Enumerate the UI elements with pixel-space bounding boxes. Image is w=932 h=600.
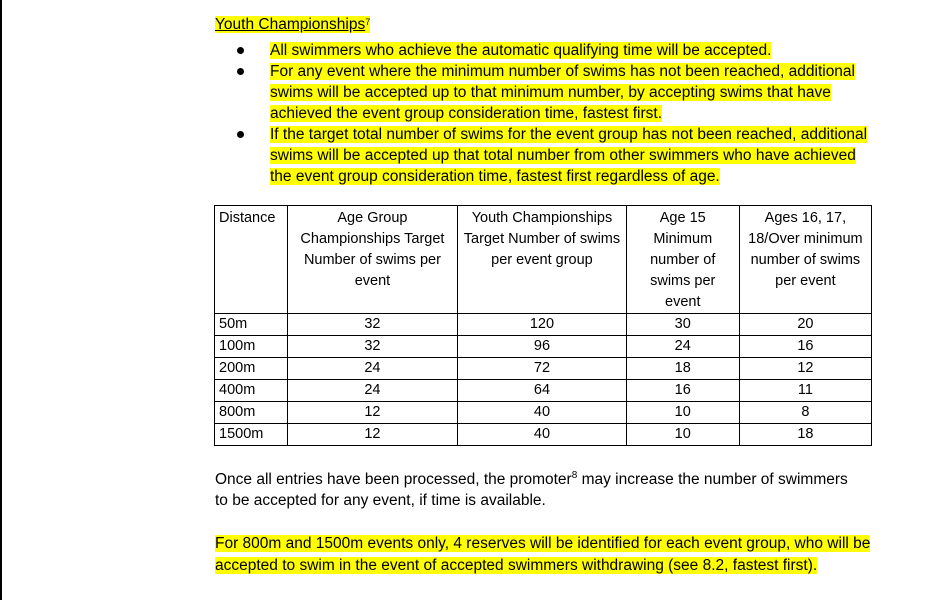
- page-edge-rule: [0, 0, 2, 600]
- table-cell: 120: [458, 314, 627, 336]
- table-row: [215, 402, 872, 424]
- table-cell: 40: [458, 424, 627, 446]
- promoter-paragraph: Once all entries have been processed, the promoter$^8$ may increase the number of swimmers to be accepted for any event, if time is available.: [215, 470, 848, 510]
- column-header-youth: Youth Championships Target Number of swims per event group: [458, 206, 627, 314]
- table-cell: 16: [626, 380, 739, 402]
- table-row: [215, 358, 872, 380]
- table-cell: 800m: [215, 402, 288, 424]
- list-item: If the target total number of swims for the event group has not been reached, additional swims will be accepted up that total number from other swimmers who have achieved the event group consideration time, fastest first regardless of age.: [235, 124, 875, 187]
- table-cell: 24: [626, 336, 739, 358]
- table-cell: 30: [626, 314, 739, 336]
- table-header-row: [215, 206, 872, 314]
- table-cell: 16: [739, 336, 871, 358]
- table-cell: 72: [458, 358, 627, 380]
- table-cell: 18: [626, 358, 739, 380]
- table-cell: 64: [458, 380, 627, 402]
- table-cell: 18: [739, 424, 871, 446]
- table-cell: 1500m: [215, 424, 288, 446]
- table-row: [215, 380, 872, 402]
- column-header-age-group: Age Group Championships Target Number of swims per event: [287, 206, 458, 314]
- table-cell: 50m: [215, 314, 288, 336]
- table-cell: 12: [287, 402, 458, 424]
- table-cell: 8: [739, 402, 871, 424]
- table-cell: 24: [287, 380, 458, 402]
- footnote-ref-8: 8: [571, 470, 578, 481]
- table-cell: 32: [287, 336, 458, 358]
- section-title: Youth Championships: [215, 16, 366, 33]
- section-heading: [215, 15, 370, 35]
- list-item: All swimmers who achieve the automatic qualifying time will be accepted.: [235, 40, 875, 61]
- table-cell: 10: [626, 424, 739, 446]
- column-header-age-15: Age 15 Minimum number of swims per event: [626, 206, 739, 314]
- table-cell: 400m: [215, 380, 288, 402]
- rules-list: [235, 40, 875, 187]
- table-cell: 12: [739, 358, 871, 380]
- column-header-distance: Distance: [215, 206, 288, 314]
- table-cell: 40: [458, 402, 627, 424]
- table-cell: 12: [287, 424, 458, 446]
- table-cell: 200m: [215, 358, 288, 380]
- table-row: [215, 336, 872, 358]
- table-cell: 96: [458, 336, 627, 358]
- table-cell: 11: [739, 380, 871, 402]
- column-header-ages-16-18: Ages 16, 17, 18/Over minimum number of swims per event: [739, 206, 871, 314]
- footnote-ref-7: 7: [365, 17, 371, 27]
- reserves-paragraph: For 800m and 1500m events only, 4 reserves will be identified for each event group, who will be accepted to swim in the event of accepted swimmers withdrawing (see 8.2, fastest first).: [215, 535, 871, 574]
- table-cell: 100m: [215, 336, 288, 358]
- table-row: [215, 314, 872, 336]
- table-cell: 24: [287, 358, 458, 380]
- list-item: For any event where the minimum number of swims has not been reached, additional swims will be accepted up to that minimum number, by accepting swims that have achieved the event group consideration time, fastest first.: [235, 61, 875, 124]
- table-row: [215, 424, 872, 446]
- swims-table: [214, 205, 872, 446]
- table-cell: 10: [626, 402, 739, 424]
- table-cell: 32: [287, 314, 458, 336]
- table-cell: 20: [739, 314, 871, 336]
